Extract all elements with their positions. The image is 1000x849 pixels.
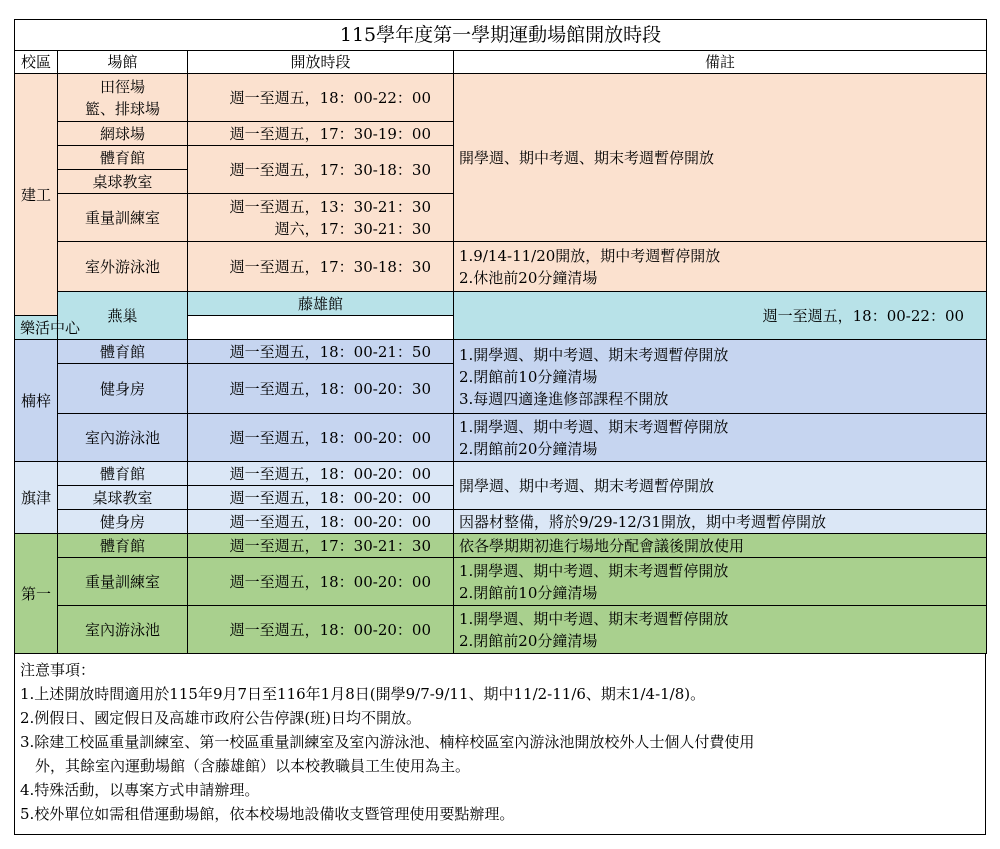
- header-campus: 校區: [15, 51, 58, 74]
- notes-diyi-weight: 1.開學週、期中考週、期末考週暫停開放 2.閉館前10分鐘清場: [454, 558, 987, 606]
- venue-qijin-tabletennis: 桌球教室: [58, 486, 188, 510]
- notes-diyi-pool: 1.開學週、期中考週、期末考週暫停開放 2.閉館前20分鐘清場: [454, 606, 987, 654]
- venue-track-field: 田徑場 籃、排球場: [58, 74, 188, 122]
- notice-item: 3.除建工校區重量訓練室、第一校區重量訓練室及室內游泳池、楠梓校區室內游泳池開放校外人士個人付費使用: [20, 733, 755, 751]
- hours-diyi-weight: 週一至週五，18：00-20：00: [188, 558, 454, 606]
- notice-section: [14, 654, 986, 835]
- venue-nanzi-pool: 室內游泳池: [58, 414, 188, 462]
- notes-nanzi-a: 1.開學週、期中考週、期末考週暫停開放 2.閉館前10分鐘清場 3.每週四適逢進修部課程不開放: [454, 340, 987, 414]
- venue-qijin-gym: 體育館: [58, 462, 188, 486]
- notice-item: 5.校外單位如需租借運動場館，依本校場地設備收支暨管理使用要點辦理。: [20, 805, 515, 823]
- venue-gymnasium: 體育館: [58, 146, 188, 170]
- venue-diyi-weight: 重量訓練室: [58, 558, 188, 606]
- hours-gym-tabletennis: 週一至週五，17：30-18：30: [188, 146, 454, 194]
- venue-lohas-center: 樂活中心: [15, 316, 58, 340]
- hours-tennis: 週一至週五，17：30-19：00: [188, 122, 454, 146]
- hours-weight-room: 週一至週五，13：30-21：30 週六，17：30-21：30: [188, 194, 454, 242]
- campus-qijin: 旗津: [15, 462, 58, 534]
- campus-yanchao: 燕巢: [58, 292, 188, 340]
- header-venue: 場館: [58, 51, 188, 74]
- notes-jiangong-shared: 開學週、期中考週、期末考週暫停開放: [454, 74, 987, 242]
- notes-outdoor-pool: 1.9/14-11/20開放，期中考週暫停開放 2.休池前20分鐘清場: [454, 242, 987, 292]
- table-title: 115學年度第一學期運動場館開放時段: [15, 20, 987, 51]
- notice-item: 1.上述開放時間適用於115年9月7日至116年1月8日(開學9/7-9/11、期中11/2-11/6、期末1/4-1/8)。: [20, 685, 706, 703]
- hours-nanzi-gym: 週一至週五，18：00-21：50: [188, 340, 454, 364]
- header-hours: 開放時段: [188, 51, 454, 74]
- notice-item: 4.特殊活動，以專案方式申請辦理。: [20, 781, 260, 799]
- notes-diyi-gym: 依各學期期初進行場地分配會議後開放使用: [454, 534, 987, 558]
- schedule-document: [14, 19, 986, 835]
- hours-nanzi-pool: 週一至週五，18：00-20：00: [188, 414, 454, 462]
- header-notes: 備註: [454, 51, 987, 74]
- venue-diyi-pool: 室內游泳池: [58, 606, 188, 654]
- hours-qijin-gym: 週一至週五，18：00-20：00: [188, 462, 454, 486]
- hours-outdoor-pool: 週一至週五，17：30-18：30: [188, 242, 454, 292]
- schedule-table: [14, 19, 987, 654]
- hours-qijin-fitness: 週一至週五，18：00-20：00: [188, 510, 454, 534]
- venue-nanzi-fitness: 健身房: [58, 364, 188, 414]
- hours-yanchao: 週一至週五，18：00-22：00: [454, 292, 987, 340]
- notes-nanzi-b: 1.開學週、期中考週、期末考週暫停開放 2.閉館前20分鐘清場: [454, 414, 987, 462]
- venue-nanzi-gym: 體育館: [58, 340, 188, 364]
- notes-qijin-fitness: 因器材整備，將於9/29-12/31開放，期中考週暫停開放: [454, 510, 987, 534]
- venue-outdoor-pool: 室外游泳池: [58, 242, 188, 292]
- venue-table-tennis: 桌球教室: [58, 170, 188, 194]
- hours-track-field: 週一至週五，18：00-22：00: [188, 74, 454, 122]
- venue-tengxiong: 藤雄館: [188, 292, 454, 316]
- hours-nanzi-fitness: 週一至週五，18：00-20：30: [188, 364, 454, 414]
- campus-diyi: 第一: [15, 534, 58, 654]
- campus-nanzi: 楠梓: [15, 340, 58, 462]
- hours-qijin-tabletennis: 週一至週五，18：00-20：00: [188, 486, 454, 510]
- notice-item: 2.例假日、國定假日及高雄市政府公告停課(班)日均不開放。: [20, 709, 422, 727]
- venue-weight-room: 重量訓練室: [58, 194, 188, 242]
- hours-diyi-gym: 週一至週五，17：30-21：30: [188, 534, 454, 558]
- campus-jiangong: 建工: [15, 74, 58, 316]
- hours-diyi-pool: 週一至週五，18：00-20：00: [188, 606, 454, 654]
- venue-qijin-fitness: 健身房: [58, 510, 188, 534]
- venue-diyi-gym: 體育館: [58, 534, 188, 558]
- notice-item: 外，其餘室內運動場館（含藤雄館）以本校教職員工生使用為主。: [20, 757, 471, 775]
- notice-heading: 注意事項：: [20, 661, 96, 679]
- notes-qijin-shared: 開學週、期中考週、期末考週暫停開放: [454, 462, 987, 510]
- venue-tennis: 網球場: [58, 122, 188, 146]
